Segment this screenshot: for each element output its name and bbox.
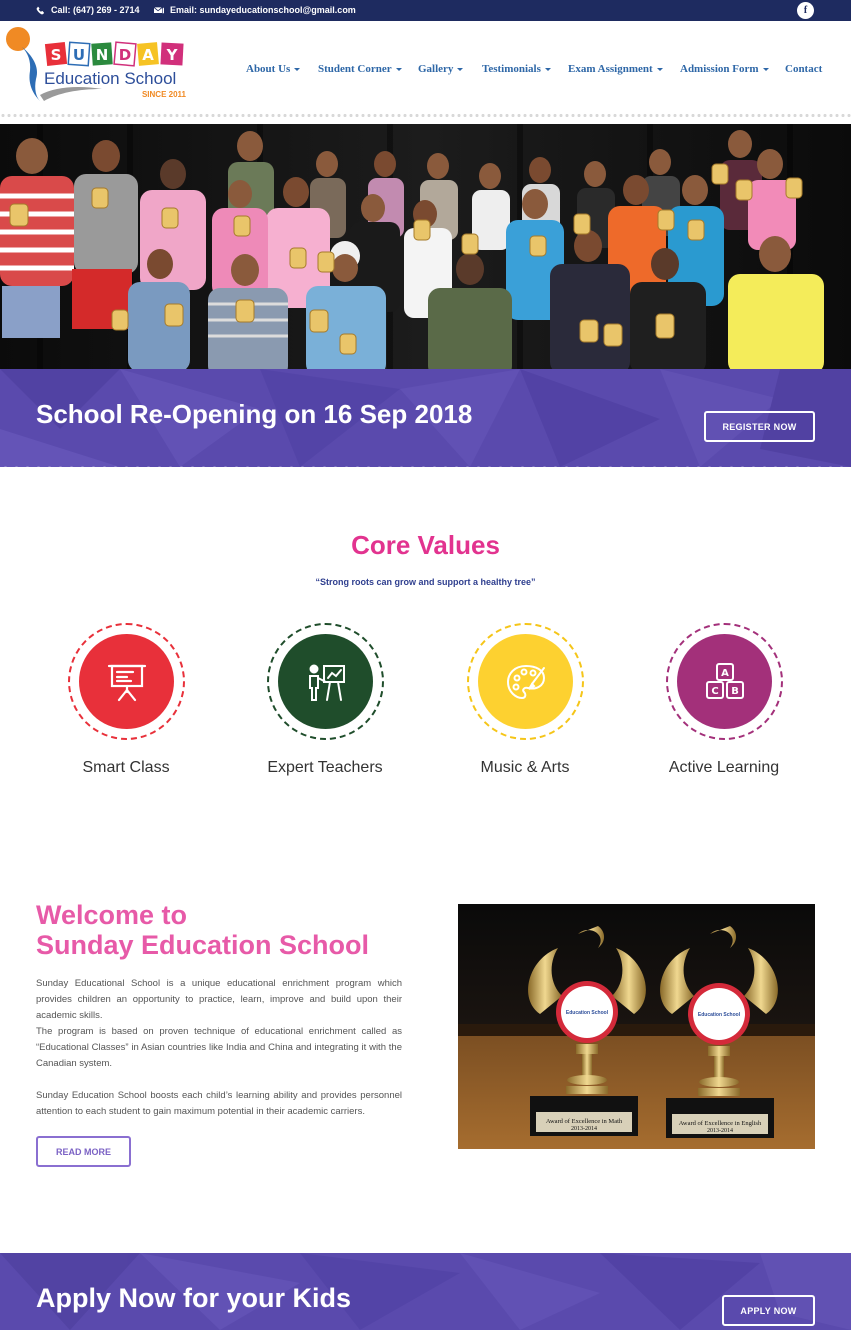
svg-text:B: B [730,685,739,697]
welcome-paragraph: The program is based on proven technique of educational enrichment called as “Educational Classes” in Asian countries like India and China and integrating it with the Canadian system. [36,1026,402,1069]
caret-down-icon [763,68,769,71]
welcome-paragraph: Sunday Educational School is a unique educational enrichment program which provides children an opportunity to practice, learn, improve and build upon their academic skills. [36,978,402,1021]
trophies-photo [458,904,815,1149]
register-now-button[interactable]: REGISTER NOW [704,411,815,442]
caret-down-icon [396,68,402,71]
logo-letter: Y [166,46,178,64]
phone-icon [36,6,45,15]
students-with-trophies-image [0,124,851,370]
top-bar [0,0,851,21]
scallop-edge [0,462,851,474]
header-divider [0,113,851,118]
trophy-badge-text: Education School [697,1012,741,1018]
svg-text:C: C [710,685,719,697]
core-value-label: Active Learning [668,759,780,776]
logo-since: SINCE 2011 [141,90,186,99]
core-value-circle [79,634,174,729]
caret-down-icon [657,68,663,71]
core-value-circle [278,634,373,729]
core-value-ring [467,623,584,740]
nav-gallery[interactable]: Gallery [418,63,463,75]
logo-letter: A [142,46,154,64]
core-value-ring [68,623,185,740]
caret-down-icon [545,68,551,71]
core-value-circle [478,634,573,729]
trophies-image [458,904,815,1149]
core-value-ring [666,623,783,740]
trophy-plaque-text: Award of Excellence in Math [545,1118,623,1125]
core-value-label: Music & Arts [480,759,570,776]
main-nav [0,63,851,79]
trophy-plaque-year: 2013-2014 [707,1128,733,1134]
abc-blocks-icon [703,660,747,704]
trophy-badge-text: Education School [565,1010,609,1016]
caret-down-icon [294,68,300,71]
core-value-circle [677,634,772,729]
welcome-heading: Welcome to Sunday Education School [36,900,370,960]
phone-text: Call: (647) 269 - 2714 [51,5,140,15]
email-contact[interactable] [154,5,356,15]
svg-text:A: A [720,667,729,679]
logo-letter: S [50,46,62,64]
nav-contact[interactable]: Contact [785,63,823,75]
email-text: Email: sundayeducationschool@gmail.com [170,5,356,15]
core-value-ring [267,623,384,740]
logo-letter: D [118,46,132,64]
phone-contact[interactable] [36,5,140,15]
presentation-board-icon [105,660,149,704]
core-value-label: Expert Teachers [267,759,383,776]
caret-down-icon [457,68,463,71]
nav-testimonials[interactable]: Testimonials [482,63,551,75]
trophy-plaque-text: Award of Excellence in English [678,1120,762,1127]
nav-admission-form[interactable]: Admission Form [680,63,769,75]
logo-letter: U [72,46,86,64]
core-values-title: Core Values [351,530,500,560]
trophy-plaque-year: 2013-2014 [571,1126,597,1132]
nav-about-us[interactable]: About Us [246,63,300,75]
read-more-button[interactable]: READ MORE [36,1136,131,1167]
logo-subtitle: Education School [44,69,177,88]
welcome-paragraph: Sunday Education School boosts each child’s learning ability and provides personnel attention to each student to gain maximum potential in their academic carriers. [36,1090,402,1117]
core-value-label: Smart Class [82,759,170,776]
teacher-icon [304,660,348,704]
apply-title: Apply Now for your Kids [36,1283,352,1313]
core-values-subtitle: “Strong roots can grow and support a healthy tree” [315,577,536,587]
nav-student-corner[interactable]: Student Corner [318,63,402,75]
hero-photo [0,124,851,370]
logo-letter: N [95,46,109,64]
apply-now-button[interactable]: APPLY NOW [722,1295,815,1326]
reopening-title: School Re-Opening on 16 Sep 2018 [36,399,473,429]
facebook-icon[interactable]: f [797,2,814,19]
palette-icon [504,660,548,704]
nav-exam-assignment[interactable]: Exam Assignment [568,63,663,75]
envelope-icon [154,6,164,15]
